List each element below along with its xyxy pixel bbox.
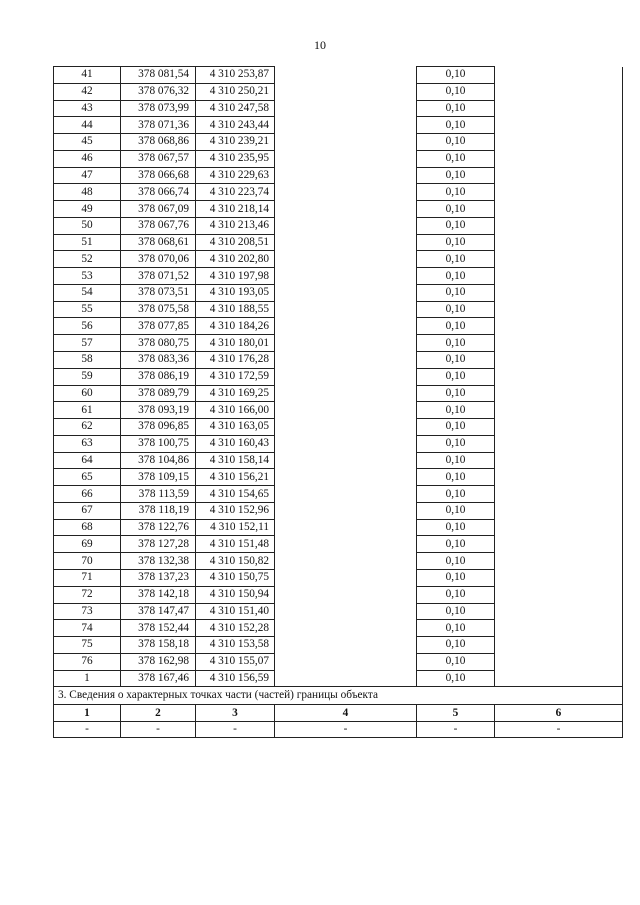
point-number-cell: 44 bbox=[54, 117, 121, 134]
coord-x-cell: 378 068,61 bbox=[121, 234, 196, 251]
accuracy-cell: 0,10 bbox=[417, 284, 495, 301]
table-row bbox=[54, 385, 623, 402]
table-row bbox=[54, 486, 623, 503]
coord-y-cell: 4 310 156,21 bbox=[196, 469, 275, 486]
coord-x-cell: 378 080,75 bbox=[121, 335, 196, 352]
section-3-header-row bbox=[54, 705, 623, 722]
empty-cell bbox=[495, 167, 623, 184]
header-cell: 4 bbox=[275, 705, 417, 722]
table-row bbox=[54, 352, 623, 369]
coord-x-cell: 378 068,86 bbox=[121, 134, 196, 151]
coord-y-cell: 4 310 235,95 bbox=[196, 150, 275, 167]
coord-y-cell: 4 310 150,82 bbox=[196, 553, 275, 570]
coord-x-cell: 378 137,23 bbox=[121, 569, 196, 586]
coord-x-cell: 378 083,36 bbox=[121, 352, 196, 369]
coord-x-cell: 378 113,59 bbox=[121, 486, 196, 503]
coord-x-cell: 378 077,85 bbox=[121, 318, 196, 335]
point-number-cell: 75 bbox=[54, 637, 121, 654]
table-row bbox=[54, 569, 623, 586]
point-number-cell: 68 bbox=[54, 519, 121, 536]
empty-cell bbox=[275, 217, 417, 234]
empty-cell bbox=[495, 419, 623, 436]
point-number-cell: 47 bbox=[54, 167, 121, 184]
empty-cell bbox=[495, 284, 623, 301]
table-row bbox=[54, 335, 623, 352]
header-cell: 5 bbox=[417, 705, 495, 722]
empty-cell bbox=[275, 620, 417, 637]
coord-x-cell: 378 066,74 bbox=[121, 184, 196, 201]
accuracy-cell: 0,10 bbox=[417, 201, 495, 218]
empty-cell bbox=[275, 100, 417, 117]
table-row bbox=[54, 419, 623, 436]
table-row bbox=[54, 603, 623, 620]
table-row bbox=[54, 553, 623, 570]
table-row bbox=[54, 502, 623, 519]
point-number-cell: 41 bbox=[54, 67, 121, 84]
header-cell: 1 bbox=[54, 705, 121, 722]
empty-cell bbox=[275, 67, 417, 84]
section-3-value-row bbox=[54, 722, 623, 738]
empty-cell bbox=[275, 519, 417, 536]
empty-cell bbox=[495, 335, 623, 352]
empty-cell bbox=[275, 184, 417, 201]
coord-y-cell: 4 310 169,25 bbox=[196, 385, 275, 402]
point-number-cell: 59 bbox=[54, 368, 121, 385]
empty-cell bbox=[275, 603, 417, 620]
accuracy-cell: 0,10 bbox=[417, 553, 495, 570]
table-row bbox=[54, 284, 623, 301]
empty-cell bbox=[495, 217, 623, 234]
point-number-cell: 53 bbox=[54, 268, 121, 285]
accuracy-cell: 0,10 bbox=[417, 150, 495, 167]
empty-cell bbox=[275, 352, 417, 369]
accuracy-cell: 0,10 bbox=[417, 452, 495, 469]
accuracy-cell: 0,10 bbox=[417, 352, 495, 369]
empty-cell bbox=[495, 67, 623, 84]
point-number-cell: 46 bbox=[54, 150, 121, 167]
table-row bbox=[54, 469, 623, 486]
accuracy-cell: 0,10 bbox=[417, 419, 495, 436]
empty-cell bbox=[495, 620, 623, 637]
accuracy-cell: 0,10 bbox=[417, 653, 495, 670]
empty-cell bbox=[275, 586, 417, 603]
empty-cell bbox=[495, 268, 623, 285]
point-number-cell: 69 bbox=[54, 536, 121, 553]
empty-cell bbox=[495, 100, 623, 117]
empty-cell bbox=[495, 502, 623, 519]
empty-cell bbox=[275, 251, 417, 268]
point-number-cell: 70 bbox=[54, 553, 121, 570]
empty-cell bbox=[495, 653, 623, 670]
coord-y-cell: 4 310 208,51 bbox=[196, 234, 275, 251]
coord-x-cell: 378 096,85 bbox=[121, 419, 196, 436]
coord-y-cell: 4 310 155,07 bbox=[196, 653, 275, 670]
accuracy-cell: 0,10 bbox=[417, 184, 495, 201]
empty-cell bbox=[275, 569, 417, 586]
point-number-cell: 52 bbox=[54, 251, 121, 268]
coord-x-cell: 378 089,79 bbox=[121, 385, 196, 402]
coord-y-cell: 4 310 152,11 bbox=[196, 519, 275, 536]
empty-cell bbox=[495, 469, 623, 486]
table-row bbox=[54, 435, 623, 452]
empty-cell bbox=[275, 268, 417, 285]
accuracy-cell: 0,10 bbox=[417, 67, 495, 84]
table-row bbox=[54, 519, 623, 536]
coord-x-cell: 378 167,46 bbox=[121, 670, 196, 687]
coord-y-cell: 4 310 247,58 bbox=[196, 100, 275, 117]
empty-cell bbox=[495, 402, 623, 419]
section-3-title-row bbox=[54, 687, 623, 705]
empty-cell bbox=[495, 670, 623, 687]
coord-x-cell: 378 086,19 bbox=[121, 368, 196, 385]
empty-cell bbox=[495, 603, 623, 620]
coord-y-cell: 4 310 158,14 bbox=[196, 452, 275, 469]
point-number-cell: 55 bbox=[54, 301, 121, 318]
empty-cell bbox=[275, 452, 417, 469]
header-cell: 6 bbox=[495, 705, 623, 722]
accuracy-cell: 0,10 bbox=[417, 435, 495, 452]
point-number-cell: 1 bbox=[54, 670, 121, 687]
table-row bbox=[54, 100, 623, 117]
empty-cell bbox=[495, 117, 623, 134]
table-row bbox=[54, 586, 623, 603]
point-number-cell: 71 bbox=[54, 569, 121, 586]
empty-cell bbox=[275, 167, 417, 184]
point-number-cell: 73 bbox=[54, 603, 121, 620]
coord-y-cell: 4 310 156,59 bbox=[196, 670, 275, 687]
table-row bbox=[54, 620, 623, 637]
empty-cell bbox=[275, 402, 417, 419]
value-cell: - bbox=[54, 722, 121, 738]
empty-cell bbox=[275, 150, 417, 167]
point-number-cell: 54 bbox=[54, 284, 121, 301]
coord-x-cell: 378 081,54 bbox=[121, 67, 196, 84]
empty-cell bbox=[275, 385, 417, 402]
empty-cell bbox=[495, 134, 623, 151]
empty-cell bbox=[275, 637, 417, 654]
empty-cell bbox=[275, 134, 417, 151]
coord-x-cell: 378 071,52 bbox=[121, 268, 196, 285]
point-number-cell: 63 bbox=[54, 435, 121, 452]
table-row bbox=[54, 268, 623, 285]
point-number-cell: 65 bbox=[54, 469, 121, 486]
empty-cell bbox=[275, 670, 417, 687]
empty-cell bbox=[495, 637, 623, 654]
value-cell: - bbox=[121, 722, 196, 738]
point-number-cell: 74 bbox=[54, 620, 121, 637]
page-number: 10 bbox=[314, 38, 326, 52]
coord-x-cell: 378 122,76 bbox=[121, 519, 196, 536]
empty-cell bbox=[275, 234, 417, 251]
coord-y-cell: 4 310 213,46 bbox=[196, 217, 275, 234]
coord-x-cell: 378 104,86 bbox=[121, 452, 196, 469]
coord-y-cell: 4 310 150,94 bbox=[196, 586, 275, 603]
table-row bbox=[54, 536, 623, 553]
empty-cell bbox=[495, 486, 623, 503]
coord-y-cell: 4 310 152,96 bbox=[196, 502, 275, 519]
empty-cell bbox=[275, 83, 417, 100]
coord-y-cell: 4 310 229,63 bbox=[196, 167, 275, 184]
header-cell: 2 bbox=[121, 705, 196, 722]
point-number-cell: 49 bbox=[54, 201, 121, 218]
value-cell: - bbox=[196, 722, 275, 738]
accuracy-cell: 0,10 bbox=[417, 117, 495, 134]
table-row bbox=[54, 251, 623, 268]
table-row bbox=[54, 167, 623, 184]
coord-y-cell: 4 310 193,05 bbox=[196, 284, 275, 301]
empty-cell bbox=[495, 201, 623, 218]
point-number-cell: 67 bbox=[54, 502, 121, 519]
point-number-cell: 42 bbox=[54, 83, 121, 100]
empty-cell bbox=[495, 569, 623, 586]
empty-cell bbox=[495, 553, 623, 570]
table-row bbox=[54, 670, 623, 687]
coord-y-cell: 4 310 188,55 bbox=[196, 301, 275, 318]
accuracy-cell: 0,10 bbox=[417, 469, 495, 486]
coord-y-cell: 4 310 176,28 bbox=[196, 352, 275, 369]
accuracy-cell: 0,10 bbox=[417, 335, 495, 352]
empty-cell bbox=[275, 502, 417, 519]
accuracy-cell: 0,10 bbox=[417, 368, 495, 385]
point-number-cell: 64 bbox=[54, 452, 121, 469]
empty-cell bbox=[275, 318, 417, 335]
empty-cell bbox=[275, 553, 417, 570]
accuracy-cell: 0,10 bbox=[417, 502, 495, 519]
coord-x-cell: 378 118,19 bbox=[121, 502, 196, 519]
point-number-cell: 57 bbox=[54, 335, 121, 352]
empty-cell bbox=[275, 117, 417, 134]
coordinates-table bbox=[53, 66, 623, 738]
coord-y-cell: 4 310 163,05 bbox=[196, 419, 275, 436]
coord-y-cell: 4 310 151,48 bbox=[196, 536, 275, 553]
coord-y-cell: 4 310 166,00 bbox=[196, 402, 275, 419]
coord-x-cell: 378 075,58 bbox=[121, 301, 196, 318]
value-cell: - bbox=[417, 722, 495, 738]
accuracy-cell: 0,10 bbox=[417, 486, 495, 503]
empty-cell bbox=[275, 486, 417, 503]
accuracy-cell: 0,10 bbox=[417, 536, 495, 553]
empty-cell bbox=[495, 385, 623, 402]
empty-cell bbox=[495, 519, 623, 536]
table-row bbox=[54, 184, 623, 201]
coord-y-cell: 4 310 218,14 bbox=[196, 201, 275, 218]
points-rows bbox=[54, 67, 623, 687]
point-number-cell: 56 bbox=[54, 318, 121, 335]
coord-y-cell: 4 310 239,21 bbox=[196, 134, 275, 151]
coord-x-cell: 378 093,19 bbox=[121, 402, 196, 419]
coord-y-cell: 4 310 184,26 bbox=[196, 318, 275, 335]
empty-cell bbox=[275, 284, 417, 301]
coord-x-cell: 378 073,99 bbox=[121, 100, 196, 117]
coord-y-cell: 4 310 243,44 bbox=[196, 117, 275, 134]
accuracy-cell: 0,10 bbox=[417, 83, 495, 100]
coord-x-cell: 378 076,32 bbox=[121, 83, 196, 100]
coord-y-cell: 4 310 180,01 bbox=[196, 335, 275, 352]
accuracy-cell: 0,10 bbox=[417, 670, 495, 687]
empty-cell bbox=[495, 184, 623, 201]
coord-x-cell: 378 142,18 bbox=[121, 586, 196, 603]
accuracy-cell: 0,10 bbox=[417, 167, 495, 184]
coord-x-cell: 378 067,76 bbox=[121, 217, 196, 234]
empty-cell bbox=[495, 150, 623, 167]
coord-y-cell: 4 310 172,59 bbox=[196, 368, 275, 385]
accuracy-cell: 0,10 bbox=[417, 251, 495, 268]
empty-cell bbox=[495, 251, 623, 268]
table-row bbox=[54, 117, 623, 134]
accuracy-cell: 0,10 bbox=[417, 586, 495, 603]
point-number-cell: 76 bbox=[54, 653, 121, 670]
coord-x-cell: 378 109,15 bbox=[121, 469, 196, 486]
empty-cell bbox=[275, 419, 417, 436]
table-row bbox=[54, 452, 623, 469]
table-row bbox=[54, 134, 623, 151]
coord-x-cell: 378 066,68 bbox=[121, 167, 196, 184]
table-row bbox=[54, 67, 623, 84]
coord-x-cell: 378 132,38 bbox=[121, 553, 196, 570]
value-cell: - bbox=[275, 722, 417, 738]
accuracy-cell: 0,10 bbox=[417, 569, 495, 586]
coord-x-cell: 378 067,09 bbox=[121, 201, 196, 218]
point-number-cell: 62 bbox=[54, 419, 121, 436]
accuracy-cell: 0,10 bbox=[417, 234, 495, 251]
coord-y-cell: 4 310 223,74 bbox=[196, 184, 275, 201]
coord-x-cell: 378 070,06 bbox=[121, 251, 196, 268]
empty-cell bbox=[495, 536, 623, 553]
empty-cell bbox=[495, 452, 623, 469]
coord-x-cell: 378 152,44 bbox=[121, 620, 196, 637]
empty-cell bbox=[275, 368, 417, 385]
accuracy-cell: 0,10 bbox=[417, 620, 495, 637]
section-3-title: 3. Сведения о характерных точках части (частей) границы объекта bbox=[54, 687, 623, 705]
table-row bbox=[54, 653, 623, 670]
accuracy-cell: 0,10 bbox=[417, 134, 495, 151]
empty-cell bbox=[495, 368, 623, 385]
table-row bbox=[54, 234, 623, 251]
coord-x-cell: 378 147,47 bbox=[121, 603, 196, 620]
accuracy-cell: 0,10 bbox=[417, 637, 495, 654]
coord-x-cell: 378 158,18 bbox=[121, 637, 196, 654]
coord-y-cell: 4 310 160,43 bbox=[196, 435, 275, 452]
empty-cell bbox=[495, 83, 623, 100]
point-number-cell: 51 bbox=[54, 234, 121, 251]
accuracy-cell: 0,10 bbox=[417, 385, 495, 402]
coord-y-cell: 4 310 151,40 bbox=[196, 603, 275, 620]
accuracy-cell: 0,10 bbox=[417, 301, 495, 318]
coord-y-cell: 4 310 250,21 bbox=[196, 83, 275, 100]
coord-y-cell: 4 310 150,75 bbox=[196, 569, 275, 586]
accuracy-cell: 0,10 bbox=[417, 268, 495, 285]
table-row bbox=[54, 217, 623, 234]
coord-y-cell: 4 310 152,28 bbox=[196, 620, 275, 637]
table-row bbox=[54, 637, 623, 654]
value-cell: - bbox=[495, 722, 623, 738]
point-number-cell: 58 bbox=[54, 352, 121, 369]
table-row bbox=[54, 368, 623, 385]
coord-x-cell: 378 073,51 bbox=[121, 284, 196, 301]
point-number-cell: 60 bbox=[54, 385, 121, 402]
accuracy-cell: 0,10 bbox=[417, 318, 495, 335]
table-row bbox=[54, 402, 623, 419]
point-number-cell: 43 bbox=[54, 100, 121, 117]
header-cell: 3 bbox=[196, 705, 275, 722]
point-number-cell: 61 bbox=[54, 402, 121, 419]
accuracy-cell: 0,10 bbox=[417, 519, 495, 536]
accuracy-cell: 0,10 bbox=[417, 217, 495, 234]
coord-x-cell: 378 162,98 bbox=[121, 653, 196, 670]
coord-x-cell: 378 067,57 bbox=[121, 150, 196, 167]
table-row bbox=[54, 301, 623, 318]
point-number-cell: 72 bbox=[54, 586, 121, 603]
empty-cell bbox=[275, 435, 417, 452]
point-number-cell: 45 bbox=[54, 134, 121, 151]
coord-y-cell: 4 310 153,58 bbox=[196, 637, 275, 654]
empty-cell bbox=[495, 234, 623, 251]
empty-cell bbox=[495, 318, 623, 335]
coord-y-cell: 4 310 197,98 bbox=[196, 268, 275, 285]
accuracy-cell: 0,10 bbox=[417, 402, 495, 419]
empty-cell bbox=[275, 201, 417, 218]
empty-cell bbox=[275, 653, 417, 670]
accuracy-cell: 0,10 bbox=[417, 100, 495, 117]
empty-cell bbox=[275, 301, 417, 318]
table-row bbox=[54, 83, 623, 100]
table-row bbox=[54, 150, 623, 167]
point-number-cell: 66 bbox=[54, 486, 121, 503]
empty-cell bbox=[275, 469, 417, 486]
table-row bbox=[54, 201, 623, 218]
coord-y-cell: 4 310 154,65 bbox=[196, 486, 275, 503]
coord-x-cell: 378 127,28 bbox=[121, 536, 196, 553]
empty-cell bbox=[495, 301, 623, 318]
empty-cell bbox=[495, 352, 623, 369]
empty-cell bbox=[275, 536, 417, 553]
empty-cell bbox=[275, 335, 417, 352]
empty-cell bbox=[495, 435, 623, 452]
point-number-cell: 48 bbox=[54, 184, 121, 201]
empty-cell bbox=[495, 586, 623, 603]
coord-x-cell: 378 071,36 bbox=[121, 117, 196, 134]
coord-x-cell: 378 100,75 bbox=[121, 435, 196, 452]
coord-y-cell: 4 310 253,87 bbox=[196, 67, 275, 84]
point-number-cell: 50 bbox=[54, 217, 121, 234]
accuracy-cell: 0,10 bbox=[417, 603, 495, 620]
coord-y-cell: 4 310 202,80 bbox=[196, 251, 275, 268]
table-row bbox=[54, 318, 623, 335]
